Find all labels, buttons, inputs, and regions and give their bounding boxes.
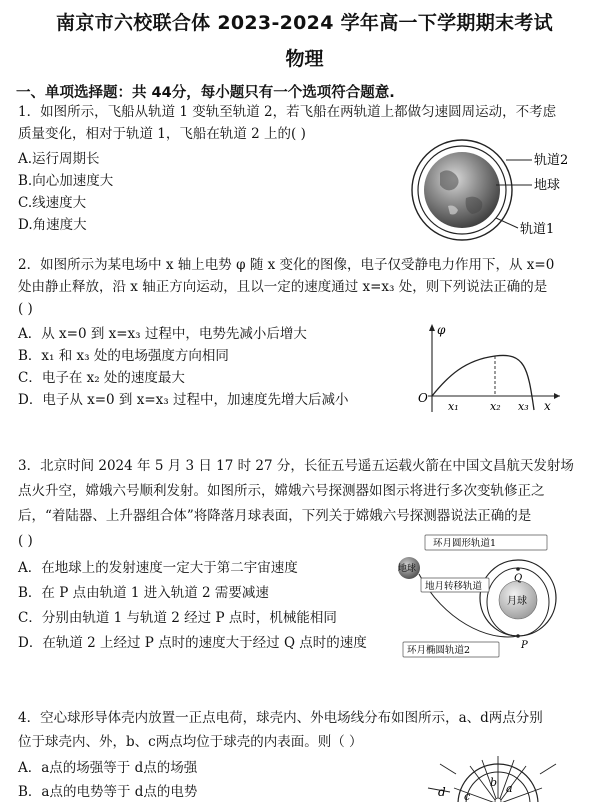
q3-option-c: C．分别由轨道 1 与轨道 2 经过 P 点时，机械能相同 — [18, 610, 337, 626]
q1-option-d: D.角速度大 — [18, 217, 87, 233]
q4-shell-field-figure — [420, 752, 560, 802]
q1-stem-line2: 质量变化，相对于轨道 1，飞船在轨道 2 上的( ) — [18, 126, 306, 142]
q1-option-a: A.运行周期长 — [18, 151, 100, 167]
earth-globe — [424, 152, 500, 228]
earth-label: 地球 — [534, 178, 561, 193]
q2-stem-line2: 处由静止释放，沿 x 轴正方向运动，且以一定的速度通过 x=x₃ 处，则下列说法正确的是 — [18, 279, 548, 295]
orbit2-label: 轨道2 — [534, 153, 569, 168]
q4-option-b: B．a点的电势等于 d点的电势 — [18, 784, 198, 800]
q2-x2-label: x₂ — [490, 400, 501, 413]
q1-option-b: B.向心加速度大 — [18, 173, 114, 189]
q2-stem-line1: 2．如图所示为某电场中 x 轴上电势 φ 随 x 变化的图像，电子仅受静电力作用下，从 x=0 — [18, 257, 555, 273]
q3-option-b: B．在 P 点由轨道 1 进入轨道 2 需要减速 — [18, 585, 269, 601]
q2-option-b: B．x₁ 和 x₃ 处的电场强度方向相同 — [18, 348, 229, 364]
q2-origin-label: O — [418, 391, 428, 405]
q3-option-d: D．在轨道 2 上经过 P 点时的速度大于经过 Q 点时的速度 — [18, 635, 367, 651]
q4-option-a: A．a点的场强等于 d点的场强 — [18, 760, 198, 776]
q3-moon-label: 月球 — [507, 596, 527, 607]
q4-c-label: c — [464, 790, 471, 802]
q2-x1-label: x₁ — [448, 400, 459, 413]
q4-stem-line2: 位于球壳内、外，b、c两点均位于球壳的内表面。则（ ） — [18, 734, 363, 750]
q2-x3-label: x₃ — [518, 400, 529, 413]
q3-stem-line2: 点火升空，嫦娥六号顺利发射。如图所示，嫦娥六号探测器如图示将进行多次变轨修正之 — [18, 483, 545, 499]
q3-earth-label: 地球 — [398, 564, 417, 574]
exam-subject: 物理 — [285, 48, 324, 70]
q4-d-label: d — [438, 785, 446, 799]
q2-option-c: C．电子在 x₂ 处的速度最大 — [18, 370, 185, 386]
section-heading: 一、单项选择题：共 44分，每小题只有一个选项符合题意. — [16, 85, 395, 101]
q4-stem-line1: 4．空心球形导体壳内放置一正点电荷，球壳内、外电场线分布如图所示，a、d两点分别 — [18, 710, 543, 726]
q3-stem-line4: ( ) — [18, 533, 33, 549]
orbit1-label: 轨道1 — [520, 222, 555, 237]
q4-b-label: b — [490, 776, 498, 789]
q3-option-a: A．在地球上的发射速度一定大于第二宇宙速度 — [18, 560, 298, 576]
q3-stem-line1: 3．北京时间 2024 年 5 月 3 日 17 时 27 分，长征五号遥五运载火箭在中国文昌航天发射场 — [18, 458, 574, 474]
exam-title: 南京市六校联合体 2023-2024 学年高一下学期期末考试 — [56, 12, 553, 34]
q3-stem-line3: 后，“着陆器、上升器组合体”将降落月球表面，下列关于嫦娥六号探测器说法正确的是 — [18, 508, 532, 524]
q2-phi-label: φ — [437, 323, 446, 337]
q1-orbit-figure — [400, 138, 600, 243]
q2-option-d: D．电子从 x=0 到 x=x₃ 过程中，加速度先增大后减小 — [18, 392, 349, 408]
q3-ellipse-orbit-label: 环月椭圆轨道2 — [407, 645, 471, 656]
q3-q-label: Q — [514, 573, 523, 584]
q3-p-label: P — [521, 640, 528, 651]
q2-x-label: x — [544, 399, 551, 413]
q1-option-c: C.线速度大 — [18, 195, 87, 211]
q2-potential-graph — [410, 320, 570, 416]
q3-lunar-orbit-figure — [393, 530, 563, 660]
q2-option-a: A．从 x=0 到 x=x₃ 过程中，电势先减小后增大 — [18, 326, 307, 342]
q4-a-label: a — [506, 782, 513, 795]
q3-circle-orbit-label: 环月圆形轨道1 — [433, 538, 497, 549]
q2-stem-line3: ( ) — [18, 301, 33, 317]
q1-stem-line1: 1．如图所示，飞船从轨道 1 变轨至轨道 2，若飞船在两轨道上都做匀速圆周运动，不考虑 — [18, 104, 557, 120]
q3-transfer-label: 地月转移轨道 — [425, 581, 483, 592]
